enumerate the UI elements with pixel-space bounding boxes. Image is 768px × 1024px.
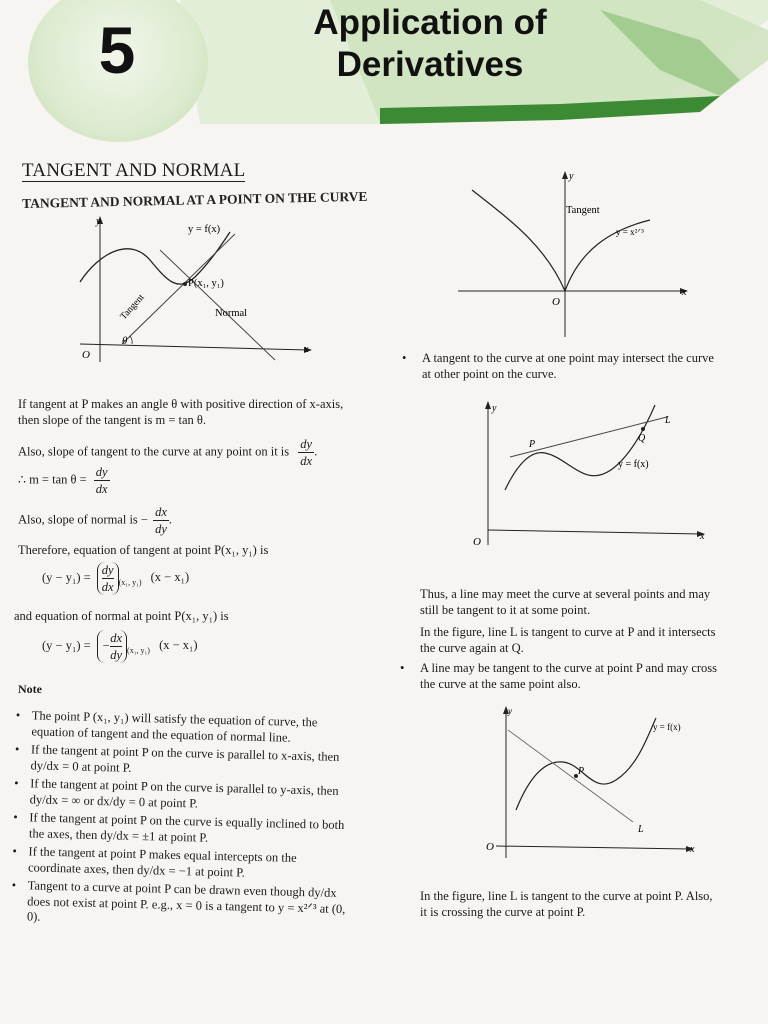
fig4-curve-label: y = f(x): [653, 722, 681, 732]
fig2-tangent-label: Tangent: [566, 205, 600, 216]
note-item: • If the tangent at point P on the curve is parallel to y-axis, then dy/dx = ∞ or dx/dy = 0 at point P.: [14, 776, 350, 815]
fig3-origin-label: O: [473, 536, 481, 548]
chapter-title-line1: Application of: [313, 3, 547, 42]
fig3-point-q-label: Q: [638, 433, 646, 444]
fig1-origin-label: O: [82, 349, 90, 361]
fig4-point-p-label: P: [578, 766, 585, 777]
fig2-y-label: y: [569, 171, 574, 182]
fig2-curve-label: y = x²ᐟ³: [616, 227, 644, 237]
chapter-title: [290, 2, 570, 86]
para-line-l-figure: In the figure, line L is tangent to curve at P and it intersects the curve again at Q.: [420, 625, 716, 655]
fig4-y-label: y: [508, 706, 512, 716]
note-item: • Tangent to a curve at point P can be drawn even though dy/dx does not exist at point P. e.g., x = 0 is a tangent to y = x²ᐟ³ at (0, 0).: [11, 878, 347, 933]
note-list: [11, 708, 351, 936]
fig1-normal-label: Normal: [215, 308, 248, 319]
fig3-y-label: y: [492, 403, 497, 414]
subsection-title: TANGENT AND NORMAL AT A POINT ON THE CURVE: [22, 188, 368, 211]
fig2-origin-label: O: [552, 296, 560, 308]
normal-equation-intro: and equation of normal at point P(x₁, y₁) is: [14, 609, 229, 623]
fig1-angle-label: θ: [122, 335, 128, 347]
figure-tangent-intersects-again: [455, 395, 715, 550]
tangent-equation-intro: Therefore, equation of tangent at point P(x₁, y₁) is: [18, 543, 269, 557]
tangent-slope-general-text: Also, slope of tangent to the curve at any point on it is $\frac{dy}{dx}$ .: [18, 437, 318, 468]
section-title: TANGENT AND NORMAL: [22, 160, 246, 181]
figure-cusp-tangent: [450, 165, 700, 340]
fig1-tangent-label: Tangent: [118, 292, 147, 323]
fig2-x-label: x: [682, 287, 687, 298]
fig3-curve-label: y = f(x): [618, 459, 649, 470]
bullet-tangent-crossing: • A line may be tangent to the curve at point P and may cross the curve at the same point also.: [400, 661, 718, 691]
fig3-x-label: x: [700, 531, 705, 542]
tangent-equation: (y − y₁) = $\frac{dy}{dx}$ $_{(x_1, y_1)}$ (x − x₁): [42, 563, 190, 594]
note-item: • If the tangent at point P makes equal intercepts on the coordinate axes, then dy/dx = −1 at point P.: [12, 844, 348, 883]
note-heading: Note: [18, 682, 42, 696]
fig4-origin-label: O: [486, 841, 494, 853]
tangent-slope-text: If tangent at P makes an angle θ with positive direction of x-axis, then slope of the tangent is m = tan θ.: [18, 397, 344, 427]
note-item: • If the tangent at point P on the curve is equally inclined to both the axes, then dy/dx = ±1 at point P.: [13, 810, 349, 849]
fig1-y-label: y: [96, 216, 101, 227]
figure-tangent-crossing: [478, 700, 718, 860]
para-several-points: Thus, a line may meet the curve at several points and may still be tangent to it at some point.: [420, 587, 711, 617]
fig1-x-label: x: [304, 344, 309, 355]
normal-equation: (y − y₁) = − $\frac{dx}{dy}$ $_{(x_1, y_1)}$ (x − x₁): [42, 631, 198, 662]
bullet-tangent-intersects: • A tangent to the curve at one point may intersect the curve at other point on the curve.: [402, 351, 714, 381]
fig4-line-label: L: [638, 824, 644, 835]
fig1-point-label: P(x₁, y₁): [188, 278, 224, 289]
chapter-number: 5: [98, 13, 136, 87]
slope-formula: ∴ m = tan θ = $\frac{dy}{dx}$: [18, 465, 108, 496]
fig3-point-p-label: P: [529, 439, 536, 450]
figure-tangent-normal: [60, 212, 330, 367]
normal-slope-text: Also, slope of normal is − $\frac{dx}{dy}$ .: [18, 505, 173, 536]
fig1-curve-label: y = f(x): [188, 224, 221, 235]
fig4-x-label: x: [690, 844, 695, 855]
para-crossing-at-p: In the figure, line L is tangent to the curve at point P. Also, it is crossing the curve at point P.: [420, 889, 713, 919]
note-item: • If the tangent at point P on the curve is parallel to x-axis, then dy/dx = 0 at point P.: [14, 742, 350, 781]
note-item: • The point P (x₁, y₁) will satisfy the equation of curve, the equation of tangent and the equation of normal line.: [15, 708, 351, 747]
chapter-title-line2: Derivatives: [336, 45, 524, 84]
fig3-line-label: L: [665, 415, 671, 426]
